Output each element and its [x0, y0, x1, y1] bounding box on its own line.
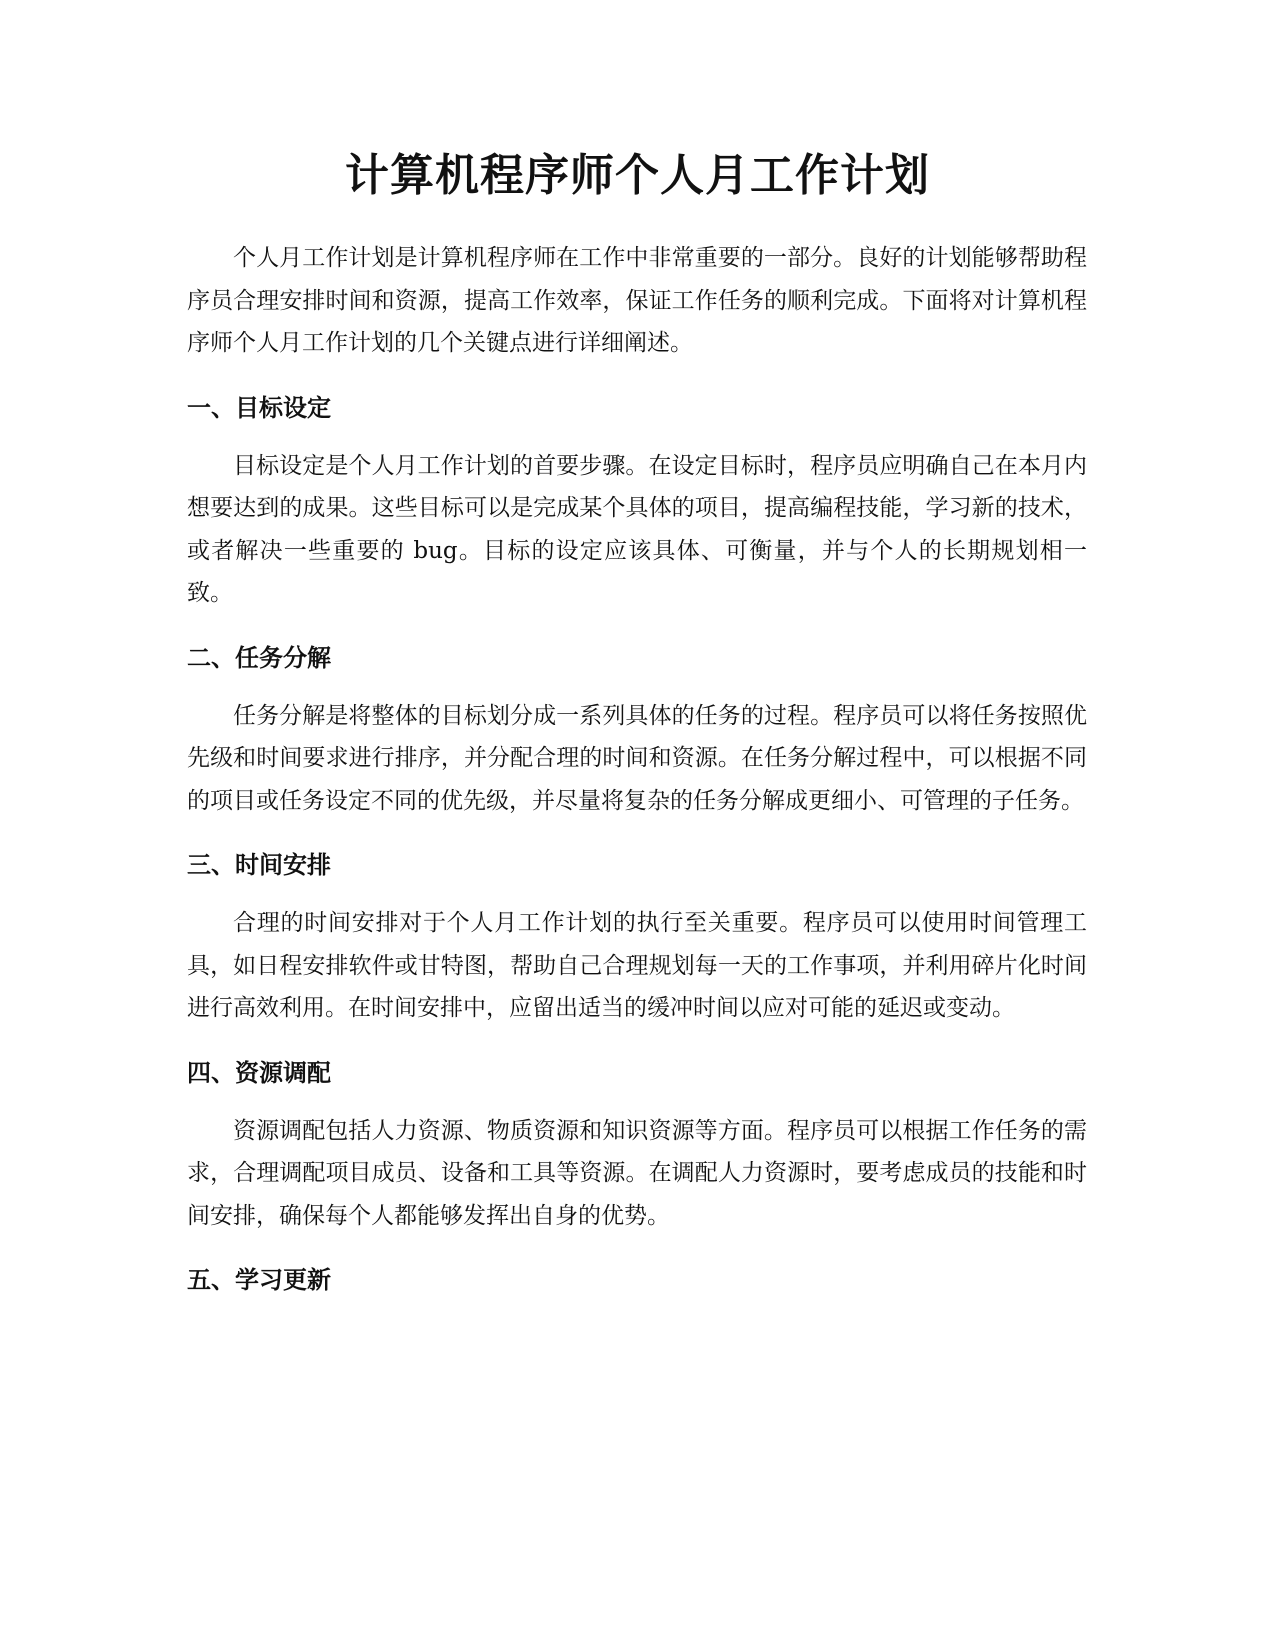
section-heading: 五、学习更新 [187, 1266, 331, 1294]
section-paragraph: 任务分解是将整体的目标划分成一系列具体的任务的过程。程序员可以将任务按照优先级和时间要求进行排序，并分配合理的时间和资源。在任务分解过程中，可以根据不同的项目或任务设定不同的优先级，并尽量将复杂的任务分解成更细小、可管理的子任务。 [187, 702, 1087, 814]
intro-paragraph: 个人月工作计划是计算机程序师在工作中非常重要的一部分。良好的计划能够帮助程序员合理安排时间和资源，提高工作效率，保证工作任务的顺利完成。下面将对计算机程序师个人月工作计划的几个关键点进行详细阐述。 [187, 245, 1087, 356]
section-time-planning [187, 850, 1087, 1030]
section-learning-update [187, 1265, 1087, 1295]
document-title: 计算机程序师个人月工作计划 [345, 150, 930, 201]
document-body [187, 237, 1087, 1317]
section-heading: 一、目标设定 [187, 393, 331, 422]
section-paragraph: 合理的时间安排对于个人月工作计划的执行至关重要。程序员可以使用时间管理工具，如日程安排软件或甘特图，帮助自己合理规划每一天的工作事项，并利用碎片化时间进行高效利用。在时间安排中，应留出适当的缓冲时间以应对可能的延迟或变动。 [187, 910, 1087, 1021]
section-heading: 四、资源调配 [187, 1058, 331, 1087]
section-resource-allocation [187, 1058, 1087, 1238]
section-goal-setting [187, 393, 1087, 615]
section-paragraph: 资源调配包括人力资源、物质资源和知识资源等方面。程序员可以根据工作任务的需求，合理调配项目成员、设备和工具等资源。在调配人力资源时，要考虑成员的技能和时间安排，确保每个人都能够发挥出自身的优势。 [187, 1117, 1087, 1229]
section-heading: 二、任务分解 [187, 643, 331, 672]
section-heading: 三、时间安排 [187, 851, 331, 879]
section-task-breakdown [187, 643, 1087, 823]
section-paragraph: 目标设定是个人月工作计划的首要步骤。在设定目标时，程序员应明确自己在本月内想要达到的成果。这些目标可以是完成某个具体的项目，提高编程技能，学习新的技术，或者解决一些重要的 bug。目标的设定应该具体、可衡量，并与个人的长期规划相一致。 [187, 452, 1087, 606]
